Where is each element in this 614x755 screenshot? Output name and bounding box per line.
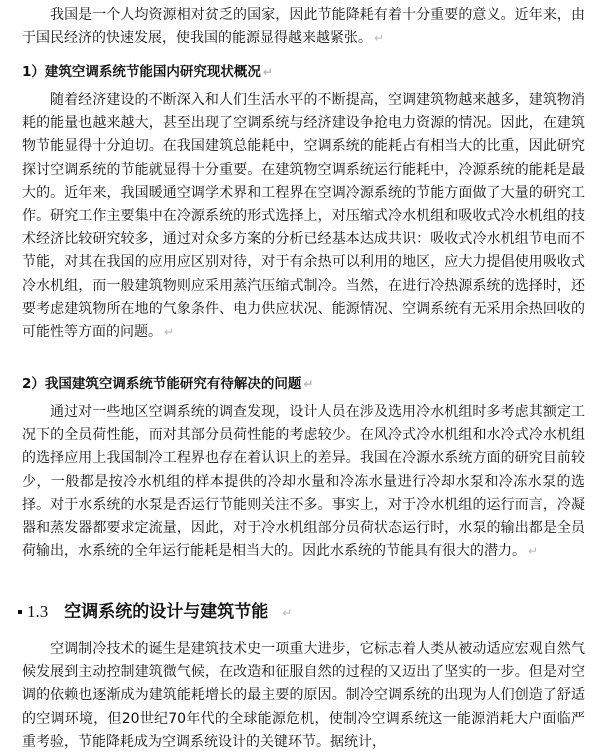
section-number: 1.3 [27,602,49,621]
paragraph-unsolved-problems: 通过对一些地区空调系统的调查发现，设计人员在涉及选用冷水机组时多考虑其额定工况下的全员荷性能，而对其部分员荷性能的考虑较少。在风冷式冷水机组和水冷式冷水机组的选择应用上我国制冷工程界也存在着认识上的差异。我国在冷源水系统方面的研究目前较少，一般都是按冷水机组的样本提供的冷却水量和冷冻水量进行冷却水泵和冷冻水泵的选择。对于水系统的水泵是否运行节能则关注不多。事实上，对于冷水机组的运行而言，冷凝器和蒸发器都要求定流量，因此，对于冷水机组部分员荷状态运行时，水泵的输出都是全员荷输出，水系统的全年运行能耗是相当大的。因此水系统的节能具有很大的潜力。 ↵ [22,404,585,560]
section-title: 空调系统的设计与建筑节能 [64,602,269,622]
heading-bullet-icon [18,610,22,614]
heading-unsolved-problems: 2）我国建筑空调系统节能研究有待解决的问题 ↵ [22,376,314,392]
heading-domestic-research: 1）建筑空调系统节能国内研究现状概况 ↵ [22,64,273,80]
intro-paragraph: 我国是一个人均资源相对贫乏的国家，因此节能降耗有着十分重要的意义。近年来，由于国民经济的快速发展，使我国的能源显得越来越紧张。 ↵ [22,7,585,47]
paragraph-mark-icon: ↵ [282,606,293,620]
paragraph-mark-icon: ↵ [164,325,175,340]
section-heading-1-3 [18,600,588,625]
paragraph-mark-icon: ↵ [262,65,273,79]
paragraph-air-conditioning-design: 空调制冷技术的诞生是建筑技术史一项重大进步，它标志着人类从被动适应宏观自然气候发展到主动控制建筑微气候，在改造和征服自然的过程的又迈出了坚实的一步。但是对空调的依赖也逐渐成为建筑能耗增长的最主要的原因。制冷空调系统的出现为人们创造了舒适的空调环境，但20世纪70年代的全球能源危机，使制冷空调系统这一能源消耗大户面临严重考验，节能降耗成为空调系统设计的关键环节。据统计， [22,641,585,750]
paragraph-mark-icon: ↵ [528,544,539,559]
paragraph-mark-icon: ↵ [374,31,385,46]
paragraph-domestic-research: 随着经济建设的不断深入和人们生活水平的不断提高，空调建筑物越来越多，建筑物消耗的能量也越来越大，甚至出现了空调系统与经济建设争抢电力资源的情况。因此，在建筑物节能显得十分迫切。在我国建筑总能耗中，空调系统的能耗占有相当大的比重，因此研究探讨空调系统的节能就显得十分重要。在建筑物空调系统运行能耗中，冷源系统的能耗是最大的。近年来，我国暖通空调学术界和工程界在空调冷源系统的节能方面做了大量的研究工作。研究工作主要集中在冷源系统的形式选择上，对压缩式冷水机组和吸收式冷水机组的技术经济比较研究较多，通过对众多方案的分析已经基本达成共识：吸收式冷水机组节电而不节能，对其在我国的应用应区别对待，对于有余热可以利用的地区，应大力提倡使用吸收式冷水机组，而一般建筑物则应采用蒸汽压缩式制冷。当然，在进行冷热源系统的选择时，还要考虑建筑物所在地的气象条件、电力供应状况、能源情况、空调系统有无采用余热回收的可能性等方面的问题。 ↵ [22,92,585,341]
paragraph-mark-icon: ↵ [303,377,314,391]
